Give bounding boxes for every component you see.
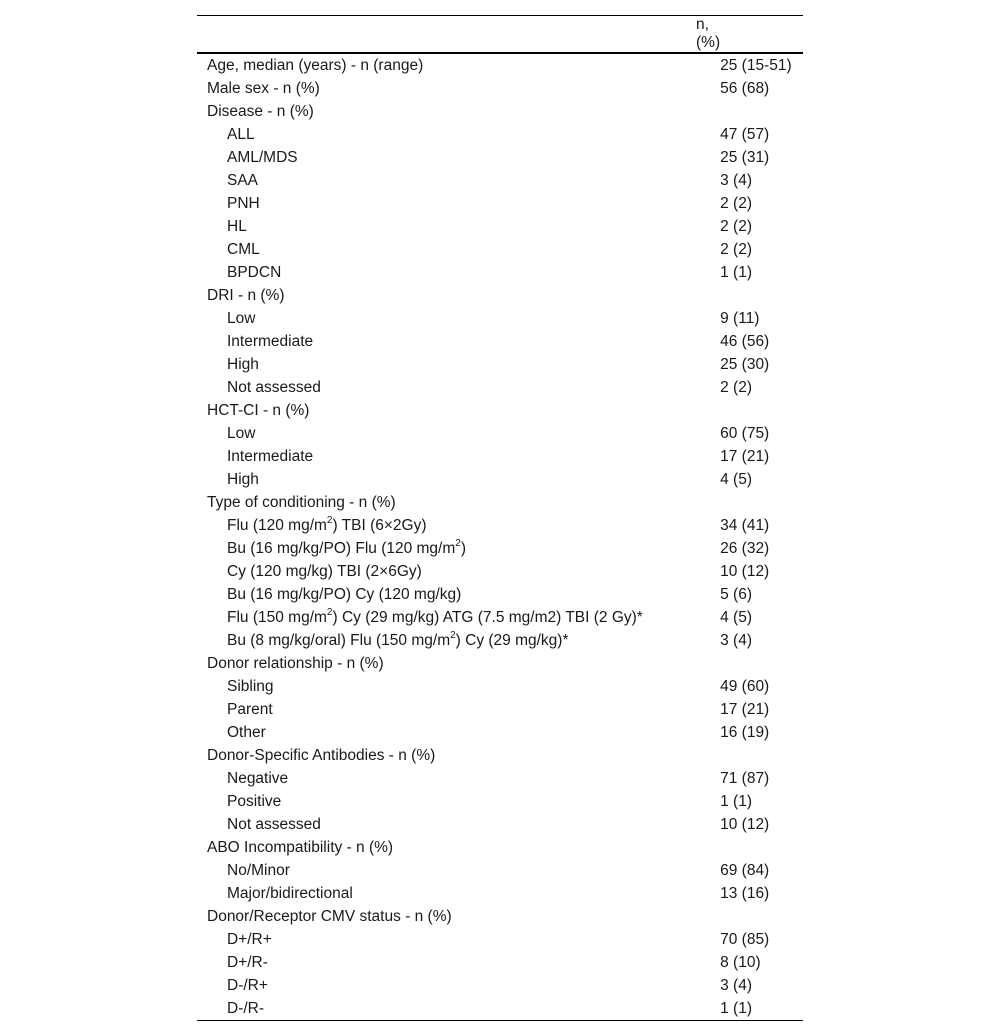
row-value: 2 (2) — [720, 241, 752, 258]
table-row — [197, 859, 803, 882]
row-value — [720, 284, 803, 307]
row-label-part: Flu (120 mg/m — [227, 517, 327, 534]
header-value-column: n, (%) — [696, 16, 721, 51]
row-value: 13 (16) — [720, 885, 770, 902]
row-value: 5 (6) — [720, 586, 752, 603]
table-row — [197, 307, 803, 330]
row-label: Negative — [227, 770, 289, 787]
table-row — [197, 215, 803, 238]
row-value: 47 (57) — [720, 126, 770, 143]
row-label: High — [227, 471, 259, 488]
table-row — [197, 813, 803, 836]
row-label: Donor-Specific Antibodies - n (%) — [207, 747, 436, 764]
row-value: 17 (21) — [720, 448, 770, 465]
row-value: 2 (2) — [720, 379, 752, 396]
row-value: 10 (12) — [720, 816, 770, 833]
table-row — [197, 882, 803, 905]
row-value: 1 (1) — [720, 264, 752, 281]
row-label: Sibling — [227, 678, 274, 695]
row-label: HL — [227, 218, 247, 235]
row-label-part: Flu (150 mg/m — [227, 609, 327, 626]
row-label: Low — [227, 310, 256, 327]
row-value: 49 (60) — [720, 678, 770, 695]
row-value: 26 (32) — [720, 540, 770, 557]
row-label-part: Bu (8 mg/kg/oral) Flu (150 mg/m — [227, 632, 451, 649]
table-row — [197, 353, 803, 376]
table-row — [197, 376, 803, 399]
row-label: Major/bidirectional — [227, 885, 353, 902]
row-value: 25 (31) — [720, 149, 770, 166]
row-value: 25 (15-51) — [720, 57, 792, 74]
row-label: DRI - n (%) — [207, 287, 285, 304]
row-label-superscript: 2 — [450, 629, 456, 641]
table-row — [197, 951, 803, 974]
row-value: 70 (85) — [720, 931, 770, 948]
row-label: Positive — [227, 793, 282, 810]
row-label: D+/R+ — [227, 931, 272, 948]
table-row — [197, 997, 803, 1021]
row-value: 71 (87) — [720, 770, 770, 787]
row-value: 56 (68) — [720, 80, 770, 97]
row-label — [197, 514, 720, 537]
table-row — [197, 468, 803, 491]
table-row — [197, 790, 803, 813]
row-label: ABO Incompatibility - n (%) — [207, 839, 394, 856]
table-row — [197, 698, 803, 721]
row-value: 1 (1) — [720, 793, 752, 810]
table-section-row — [197, 836, 803, 859]
table-row — [197, 192, 803, 215]
row-value: 4 (5) — [720, 609, 752, 626]
row-label-part: ) Cy (29 mg/kg) ATG (7.5 mg/m2) TBI (2 Gy)* — [332, 609, 643, 626]
table-section-row — [197, 77, 803, 100]
row-value: 3 (4) — [720, 632, 752, 649]
row-value — [720, 836, 803, 859]
row-label: Other — [227, 724, 266, 741]
header-row — [197, 16, 803, 54]
row-label-superscript: 2 — [326, 606, 333, 618]
table-row — [197, 514, 803, 537]
row-label: SAA — [227, 172, 259, 189]
table-row — [197, 767, 803, 790]
table-section-row — [197, 744, 803, 767]
row-label: Male sex - n (%) — [207, 80, 320, 97]
table-row — [197, 974, 803, 997]
row-label: Low — [227, 425, 256, 442]
row-label: D-/R- — [227, 1000, 265, 1017]
row-label-superscript: 2 — [326, 514, 333, 526]
row-value — [720, 905, 803, 928]
table-row — [197, 583, 803, 606]
table-row — [197, 721, 803, 744]
row-value: 25 (30) — [720, 356, 770, 373]
row-label-part: ) Cy (29 mg/kg)* — [455, 632, 569, 649]
table-row — [197, 629, 803, 652]
row-value: 3 (4) — [720, 977, 752, 994]
row-label: CML — [227, 241, 260, 258]
table-section-row — [197, 905, 803, 928]
row-value: 9 (11) — [720, 310, 760, 327]
row-label-part: ) TBI (6×2Gy) — [332, 517, 427, 534]
table-body — [197, 53, 803, 1021]
row-label: Donor relationship - n (%) — [207, 655, 384, 672]
row-label-part: ) — [460, 540, 467, 557]
row-label: Intermediate — [227, 333, 314, 350]
row-label: Bu (16 mg/kg/PO) Cy (120 mg/kg) — [227, 586, 462, 603]
row-value: 4 (5) — [720, 471, 752, 488]
row-value: 3 (4) — [720, 172, 752, 189]
row-label: D+/R- — [227, 954, 268, 971]
row-value: 60 (75) — [720, 425, 770, 442]
row-label: Type of conditioning - n (%) — [207, 494, 396, 511]
row-value: 8 (10) — [720, 954, 761, 971]
row-label: Disease - n (%) — [207, 103, 314, 120]
row-label: High — [227, 356, 259, 373]
table-row — [197, 261, 803, 284]
table-section-row — [197, 100, 803, 123]
table-row — [197, 537, 803, 560]
row-label: No/Minor — [227, 862, 290, 879]
row-label: Age, median (years) - n (range) — [207, 57, 424, 74]
row-value: 34 (41) — [720, 517, 770, 534]
table-row — [197, 123, 803, 146]
patient-characteristics-table-container — [197, 15, 803, 1021]
row-value: 1 (1) — [720, 1000, 752, 1017]
row-value — [720, 100, 803, 123]
table-row — [197, 238, 803, 261]
row-label: HCT-CI - n (%) — [207, 402, 310, 419]
row-label — [197, 537, 720, 560]
table-row — [197, 445, 803, 468]
row-label-part: Bu (16 mg/kg/PO) Flu (120 mg/m — [227, 540, 456, 557]
row-label: Cy (120 mg/kg) TBI (2×6Gy) — [227, 563, 422, 580]
row-label: BPDCN — [227, 264, 282, 281]
row-label: AML/MDS — [227, 149, 298, 166]
row-value: 2 (2) — [720, 218, 752, 235]
row-value: 16 (19) — [720, 724, 770, 741]
table-section-row — [197, 53, 803, 77]
patient-characteristics-table — [197, 15, 803, 1021]
row-value — [720, 652, 803, 675]
row-value: 69 (84) — [720, 862, 770, 879]
row-value: 10 (12) — [720, 563, 770, 580]
row-label: Not assessed — [227, 816, 321, 833]
table-section-row — [197, 284, 803, 307]
row-label: Donor/Receptor CMV status - n (%) — [207, 908, 452, 925]
row-label — [197, 629, 720, 652]
table-row — [197, 606, 803, 629]
table-header — [197, 16, 803, 54]
row-label: Parent — [227, 701, 273, 718]
row-value — [720, 744, 803, 767]
row-value: 17 (21) — [720, 701, 770, 718]
row-label: Not assessed — [227, 379, 321, 396]
row-value: 2 (2) — [720, 195, 752, 212]
row-label: ALL — [227, 126, 255, 143]
row-label: Intermediate — [227, 448, 314, 465]
table-row — [197, 675, 803, 698]
row-label-superscript: 2 — [455, 537, 461, 549]
table-section-row — [197, 399, 803, 422]
row-value: 46 (56) — [720, 333, 770, 350]
table-row — [197, 422, 803, 445]
table-row — [197, 560, 803, 583]
row-label: D-/R+ — [227, 977, 268, 994]
table-row — [197, 330, 803, 353]
table-row — [197, 146, 803, 169]
row-label: PNH — [227, 195, 260, 212]
row-value — [720, 399, 803, 422]
table-section-row — [197, 652, 803, 675]
table-row — [197, 928, 803, 951]
row-label — [197, 606, 720, 629]
table-row — [197, 169, 803, 192]
table-section-row — [197, 491, 803, 514]
row-value — [720, 491, 803, 514]
